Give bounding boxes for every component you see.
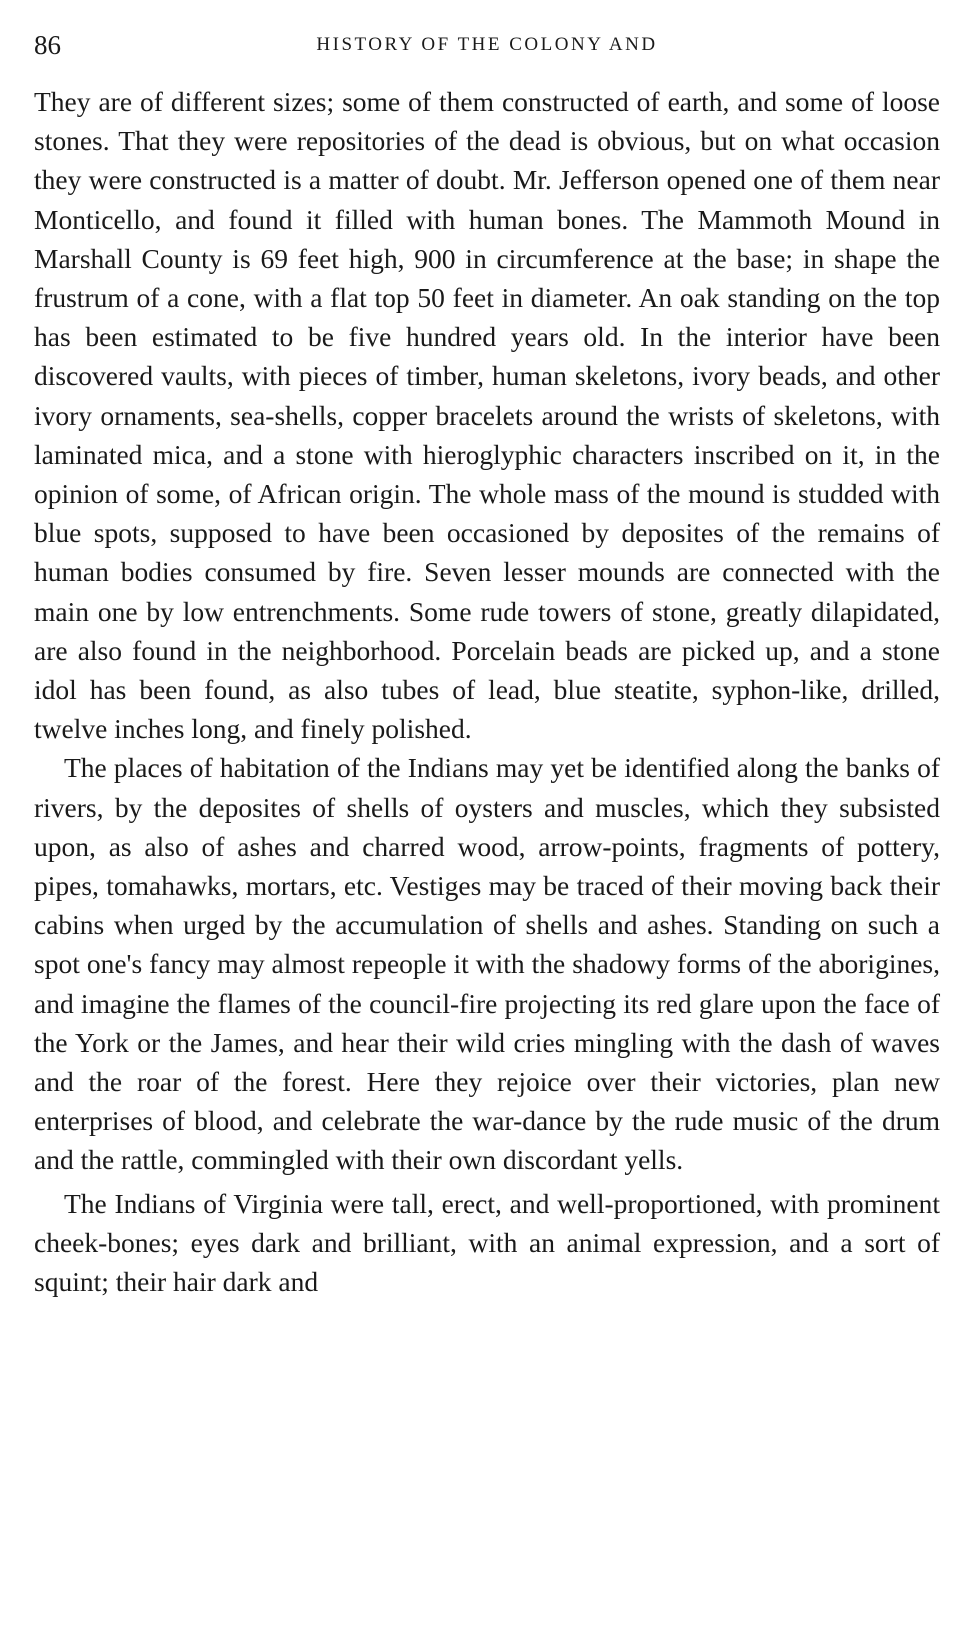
running-title: HISTORY OF THE COLONY AND — [316, 34, 658, 55]
paragraph-habitations: The places of habitation of the Indians may yet be identified along the banks of rivers, by the deposites of shells of oysters and muscles, which they subsisted upon, as also of ashes and charred wood, arrow-points, fragments of pottery, pipes, tomahawks, mortars, etc. Vestiges may be traced of their moving back their cabins when urged by the accumulation of shells and ashes. Standing on such a spot one's fancy may almost repeople it with the shadowy forms of the aborigines, and imagine the flames of the council-fire projecting its red glare upon the face of the York or the James, and hear their wild cries mingling with the dash of waves and the roar of the forest. Here they rejoice over their victories, plan new enterprises of blood, and celebrate the war-dance by the rude music of the drum and the rattle, commingled with their own discordant yells. — [34, 752, 940, 1176]
running-head — [34, 28, 940, 62]
body-text — [34, 82, 940, 1301]
paragraph-appearance: The Indians of Virginia were tall, erect, and well-proportioned, with prominent cheek-bones; eyes dark and brilliant, with an animal expression, and a sort of squint; their hair dark and — [34, 1187, 940, 1298]
page-number: 86 — [34, 30, 61, 60]
paragraph-mounds: They are of different sizes; some of them constructed of earth, and some of loose stones. That they were repositories of the dead is obvious, but on what occasion they were constructed is a matter of doubt. Mr. Jefferson opened one of them near Monticello, and found it filled with human bones. The Mammoth Mound in Marshall County is 69 feet high, 900 in circumference at the base; in shape the frustrum of a cone, with a flat top 50 feet in diameter. An oak standing on the top has been estimated to be five hundred years old. In the interior have been discovered vaults, with pieces of timber, human skeletons, ivory beads, and other ivory ornaments, sea-shells, copper bracelets around the wrists of skeletons, with laminated mica, and a stone with hieroglyphic characters inscribed on it, in the opinion of some, of African origin. The whole mass of the mound is studded with blue spots, supposed to have been occasioned by deposites of the remains of human bodies consumed by fire. Seven lesser mounds are connected with the main one by low entrenchments. Some rude towers of stone, greatly dilapidated, are also found in the neighborhood. Porcelain beads are picked up, and a stone idol has been found, as also tubes of lead, blue steatite, syphon-like, drilled, twelve inches long, and finely polished. — [34, 86, 940, 745]
